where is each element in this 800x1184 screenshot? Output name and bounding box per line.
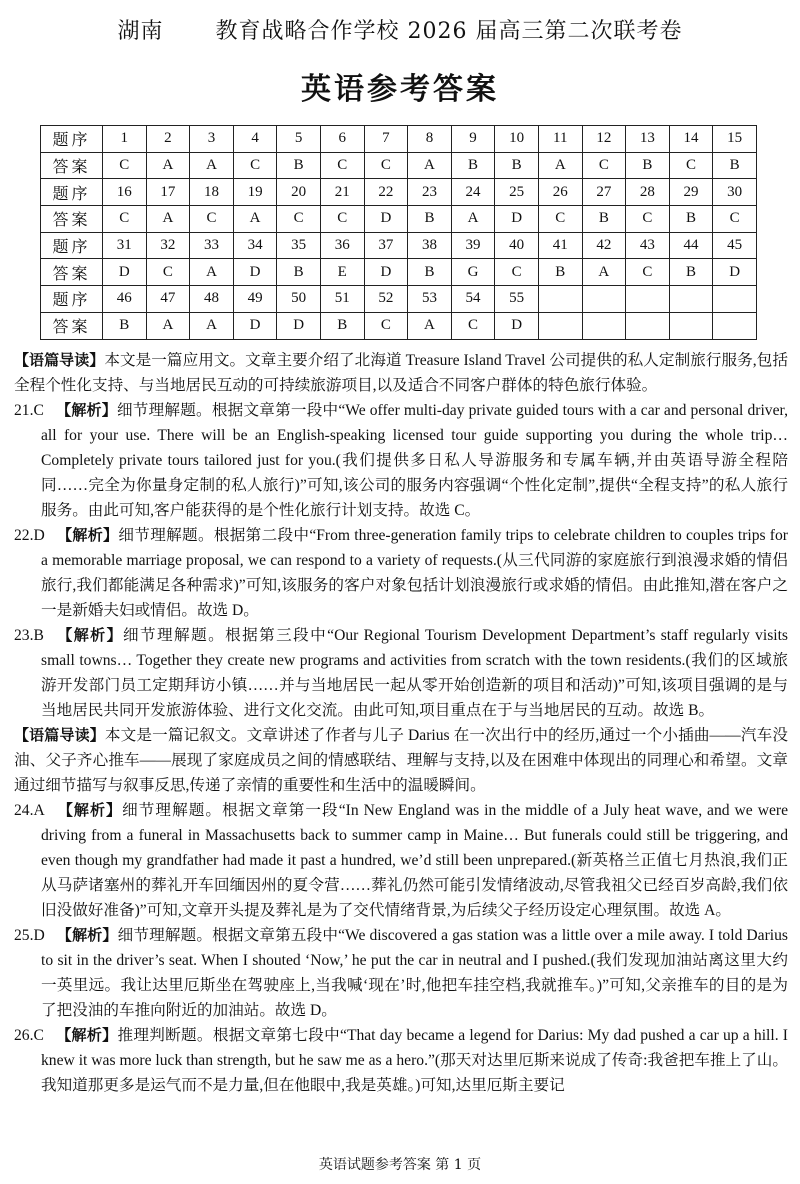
question-number-cell: 22 [364,179,408,206]
answer-cell: A [233,206,277,233]
answer-cell [669,312,713,339]
question-number-cell: 27 [582,179,626,206]
answer-cell: D [233,259,277,286]
paragraph-text: 细节理解题。根据第二段中“From three-generation family trips to celebrate children to couples trips for a memorable marriage proposal, we can respond to a variety of requests.(从三代同游的家庭旅行到浪漫求婚的情侣旅行,我们都能满足各种需求)”可知,该服务的客户对象包括计划浪漫旅行或求婚的情侣。由此推知,潜在客户之一是新婚夫妇或情侣。故选 D。 [41,527,788,619]
question-number-cell: 12 [582,126,626,153]
answer-cell: B [495,152,539,179]
section-tag: 【解析】 [55,401,117,419]
answer-cell: A [538,152,582,179]
question-number-cell: 43 [626,232,670,259]
answer-row [41,152,757,179]
question-number-cell: 41 [538,232,582,259]
exam-header [0,14,800,45]
question-number-cell: 37 [364,232,408,259]
question-number-cell: 17 [146,179,190,206]
paragraph-text: 细节理解题。根据文章第一段“In New England was in the middle of a July heat wave, and we were driving from a funeral in Massachusetts back to summer camp in Maine… But funerals could still be triggering, and even though my grandfather had made it past a hundred, we’d still been unprepared.(新英格兰正值七月热浪,我们正从马萨诸塞州的葬礼开车回缅因州的夏令营……葬礼仍然可能引发情绪波动,尽管我祖父已经百岁高龄,我们依旧没做好准备)”可知,文章开头提及葬礼是为了交代情绪背景,为后续父子经历设定心理氛围。故选 A。 [41,802,788,919]
answer-cell: A [146,206,190,233]
question-number-cell: 25 [495,179,539,206]
question-number-cell: 44 [669,232,713,259]
answer-cell: B [713,152,757,179]
question-answer-label: 26.C [14,1027,44,1044]
answer-cell: C [626,206,670,233]
question-number-row [41,179,757,206]
answer-cell: C [364,312,408,339]
answer-cell: A [190,312,234,339]
question-answer-label: 24.A [14,802,45,819]
section-tag: 【解析】 [56,526,119,544]
question-number-cell: 18 [190,179,234,206]
question-number-cell: 6 [320,126,364,153]
question-number-cell: 42 [582,232,626,259]
question-number-cell: 33 [190,232,234,259]
answer-cell [626,312,670,339]
answer-cell: D [495,312,539,339]
answer-cell: B [582,206,626,233]
section-tag: 【解析】 [56,801,123,819]
question-number-cell: 5 [277,126,321,153]
question-number-cell: 28 [626,179,670,206]
answer-explanation [14,523,788,623]
answer-explanation [14,398,788,523]
answer-cell [538,312,582,339]
section-tag: 【解析】 [56,926,118,944]
question-number-cell: 45 [713,232,757,259]
answer-cell: D [495,206,539,233]
question-number-cell: 9 [451,126,495,153]
answer-cell: C [103,152,147,179]
section-tag: 【语篇导读】 [14,351,105,369]
answer-cell [582,312,626,339]
answer-cell: D [233,312,277,339]
answer-cell: B [103,312,147,339]
answer-cell: B [277,259,321,286]
answer-explanation [14,798,788,923]
question-number-cell: 2 [146,126,190,153]
question-number-cell: 55 [495,286,539,313]
explanation-body [14,348,788,1098]
paragraph-text: 本文是一篇记叙文。文章讲述了作者与儿子 Darius 在一次出行中的经历,通过一个小插曲——汽车没油、父子齐心推车——展现了家庭成员之间的情感联结、理解与支持,以及在困难中体现出的同理心和希望。文章通过细节描写与叙事反思,传递了亲情的重要性和生活中的温暖瞬间。 [14,727,788,794]
answer-cell: B [408,259,452,286]
paragraph-text: 本文是一篇应用文。文章主要介绍了北海道 Treasure Island Travel 公司提供的私人定制旅行服务,包括全程个性化支持、与当地居民互动的可持续旅游项目,以及适合不同客户群体的特色旅行体验。 [14,352,788,394]
answer-cell: C [320,206,364,233]
paragraph-text: 推理判断题。根据文章第七段中“That day became a legend for Darius: My dad pushed a car up a hill. I knew it was more luck than strength, but he saw me as a hero.”(那天对达里厄斯来说成了传奇:我爸把车推上了山。我知道那更多是运气而不是力量,但在他眼中,我是英雄。)可知,达里厄斯主要记 [41,1027,788,1094]
passage-guide [14,348,788,398]
question-number-cell: 50 [277,286,321,313]
question-number-cell: 13 [626,126,670,153]
answer-cell: C [146,259,190,286]
answer-cell: A [146,312,190,339]
question-number-cell [582,286,626,313]
answer-row-label: 答案 [41,312,103,339]
answer-cell: A [451,206,495,233]
answer-cell: C [538,206,582,233]
answer-row-label: 答案 [41,152,103,179]
answer-cell: C [669,152,713,179]
answer-row-label: 答案 [41,206,103,233]
question-number-cell: 1 [103,126,147,153]
answer-cell: C [626,259,670,286]
answer-cell: E [320,259,364,286]
answer-cell: C [582,152,626,179]
question-number-cell [713,286,757,313]
answer-explanation [14,623,788,723]
answer-cell: A [190,259,234,286]
answer-cell: D [103,259,147,286]
question-number-cell: 21 [320,179,364,206]
answer-cell: C [495,259,539,286]
answer-cell: A [408,152,452,179]
answer-cell: C [233,152,277,179]
section-tag: 【解析】 [55,1026,118,1044]
question-number-cell: 35 [277,232,321,259]
answer-cell: C [364,152,408,179]
answer-cell: D [364,206,408,233]
region-label: 湖南 [117,19,164,44]
question-number-cell: 47 [146,286,190,313]
question-number-cell: 48 [190,286,234,313]
page-footer: 英语试题参考答案 第 1 页 [318,1157,482,1173]
question-answer-label: 21.C [14,402,44,419]
answer-row [41,206,757,233]
question-number-row-label: 题序 [41,286,103,313]
question-number-cell: 14 [669,126,713,153]
section-tag: 【语篇导读】 [14,726,105,744]
question-number-cell [669,286,713,313]
question-number-row [41,232,757,259]
question-number-row [41,286,757,313]
question-number-cell [626,286,670,313]
question-number-cell: 30 [713,179,757,206]
answer-cell: C [103,206,147,233]
answer-cell: D [713,259,757,286]
answer-table [40,125,757,340]
question-number-row-label: 题序 [41,126,103,153]
question-number-cell: 29 [669,179,713,206]
document-title: 英语参考答案 [301,72,499,107]
answer-cell: C [277,206,321,233]
question-number-cell: 49 [233,286,277,313]
question-number-cell: 53 [408,286,452,313]
answer-cell: D [277,312,321,339]
passage-guide [14,723,788,798]
question-number-cell: 38 [408,232,452,259]
answer-cell: C [713,206,757,233]
paragraph-text: 细节理解题。根据文章第五段中“We discovered a gas station was a little over a mile away. I told Darius to sit in the driver’s seat. When I shouted ‘Now,’ he put the car in neutral and I pushed.(我们发现加油站离这里大约一英里远。我让达里厄斯坐在驾驶座上,当我喊‘现在’时,他把车挂空档,我就推车。)”可知,父亲推车的目的是为了把没油的车推向附近的加油站。故选 D。 [41,927,788,1019]
question-number-cell: 26 [538,179,582,206]
question-number-cell: 10 [495,126,539,153]
paragraph-text: 细节理解题。根据第三段中“Our Regional Tourism Development Department’s staff regularly visits small towns… Together they create new programs and activities from scratch with the town residents.(我们的区域旅游开发部门员工定期拜访小镇……并与当地居民一起从零开始创造新的项目和活动)”可知,该项目强调的是与当地居民共同开发旅游体验、进行文化交流。由此可知,项目重点在于与当地居民的互动。故选 B。 [41,627,788,719]
question-number-cell: 20 [277,179,321,206]
question-number-cell: 31 [103,232,147,259]
answer-cell: C [320,152,364,179]
answer-cell: D [364,259,408,286]
answer-row-label: 答案 [41,259,103,286]
answer-cell: A [146,152,190,179]
answer-cell: A [408,312,452,339]
question-number-cell: 52 [364,286,408,313]
answer-cell: C [451,312,495,339]
answer-cell: B [538,259,582,286]
answer-cell [713,312,757,339]
section-tag: 【解析】 [55,626,124,644]
question-number-cell: 54 [451,286,495,313]
question-number-cell: 46 [103,286,147,313]
question-number-cell: 11 [538,126,582,153]
question-number-cell [538,286,582,313]
answer-cell: B [451,152,495,179]
answer-cell: B [669,259,713,286]
question-number-cell: 36 [320,232,364,259]
question-number-cell: 16 [103,179,147,206]
question-number-cell: 15 [713,126,757,153]
answer-cell: B [277,152,321,179]
question-number-cell: 39 [451,232,495,259]
answer-row [41,259,757,286]
answer-cell: B [320,312,364,339]
paragraph-text: 细节理解题。根据文章第一段中“We offer multi-day private guided tours with a car and personal driver, all for your use. There will be an English-speaking licensed tour guide supporting you during the whole trip… Completely private tours tailored just for you.(我们提供多日私人导游服务和专属车辆,并由英语导游全程陪同……完全为你量身定制的私人旅行)”可知,该公司的服务内容强调“个性化定制”,提供“全程支持”的私人旅行服务。由此可知,客户能获得的是个性化旅行计划支持。故选 C。 [41,402,788,519]
question-number-cell: 7 [364,126,408,153]
answer-cell: B [626,152,670,179]
question-number-cell: 23 [408,179,452,206]
answer-cell: A [190,152,234,179]
question-answer-label: 22.D [14,527,45,544]
question-number-cell: 3 [190,126,234,153]
question-number-cell: 19 [233,179,277,206]
question-number-cell: 32 [146,232,190,259]
answer-cell: C [190,206,234,233]
question-number-cell: 34 [233,232,277,259]
question-number-row [41,126,757,153]
exam-title: 教育战略合作学校 2026 届高三第二次联考卷 [215,19,683,44]
answer-cell: G [451,259,495,286]
answer-cell: B [669,206,713,233]
question-answer-label: 23.B [14,627,44,644]
question-number-row-label: 题序 [41,232,103,259]
answer-explanation [14,1023,788,1098]
question-number-cell: 40 [495,232,539,259]
answer-cell: B [408,206,452,233]
question-number-cell: 24 [451,179,495,206]
question-number-cell: 4 [233,126,277,153]
question-number-cell: 8 [408,126,452,153]
answer-row [41,312,757,339]
question-number-row-label: 题序 [41,179,103,206]
question-answer-label: 25.D [14,927,45,944]
answer-explanation [14,923,788,1023]
answer-cell: A [582,259,626,286]
question-number-cell: 51 [320,286,364,313]
